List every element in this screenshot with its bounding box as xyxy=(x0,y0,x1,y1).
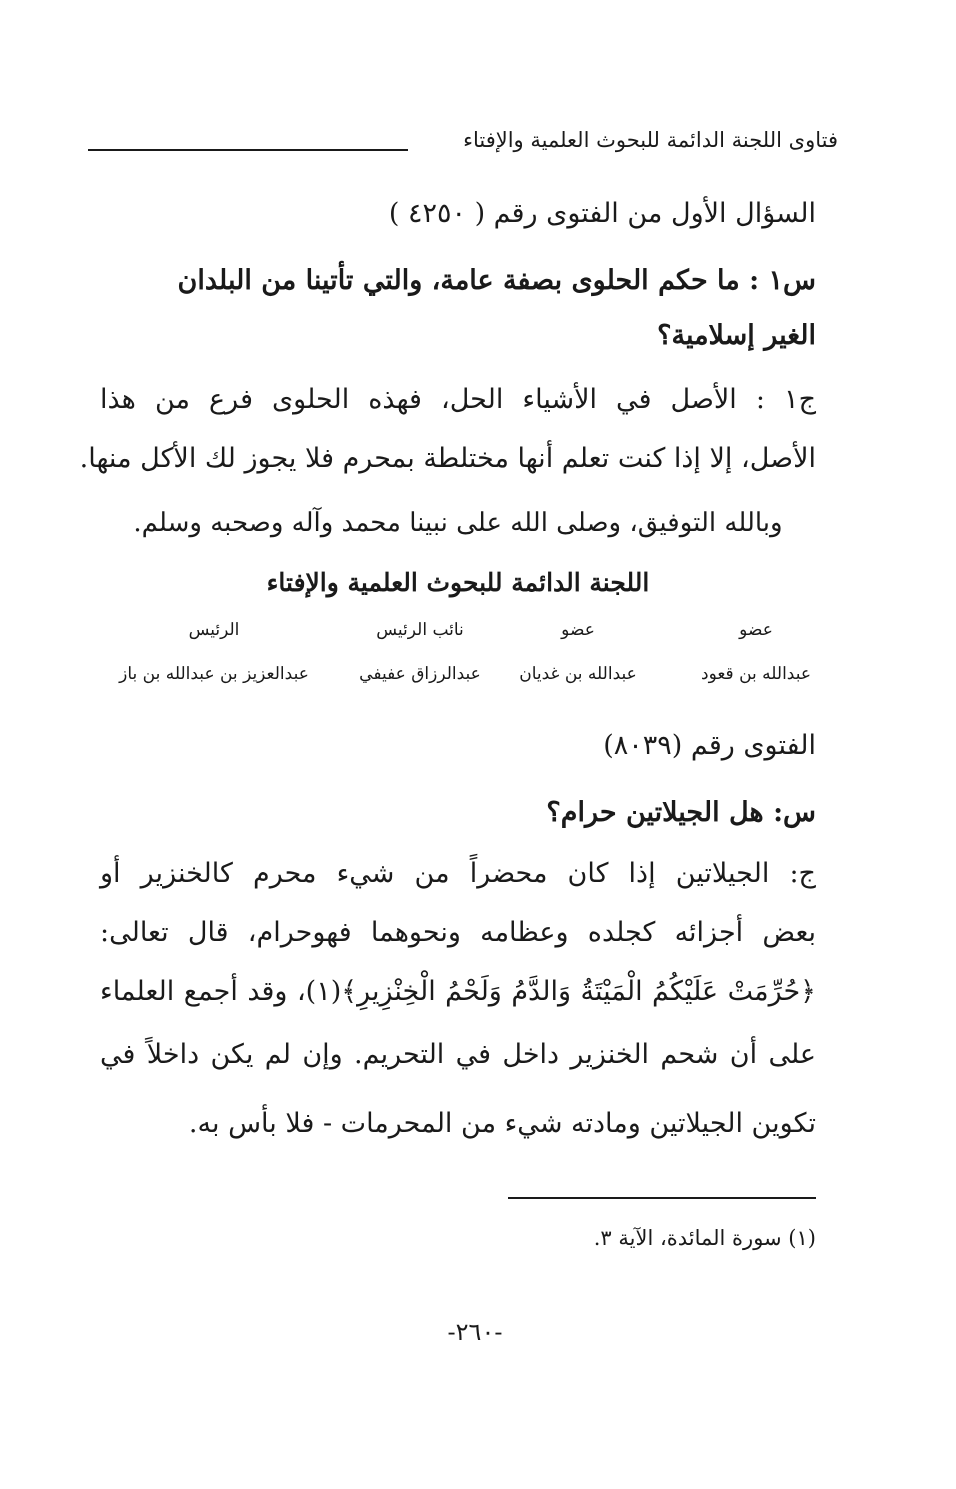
fatwa2-answer-line1: ج: الجيلاتين إذا كان محضراً من شيء محرم كالخنزير أو xyxy=(100,858,816,889)
fatwa1-answer-line2: الأصل، إلا إذا كنت تعلم أنها مختلطة بمحرم فلا يجوز لك الأكل منها. xyxy=(79,443,816,474)
signatory-4-name: عبدالعزيز بن عبدالله بن باز xyxy=(119,664,309,684)
fatwa2-answer-line3: ﴿حُرِّمَتْ عَلَيْكُمُ الْمَيْتَةُ وَالدَّمُ وَلَحْمُ الْخِنْزِيرِ﴾(١)، وقد أجمع العلماء xyxy=(100,976,816,1007)
fatwa2-question: س: هل الجيلاتين حرام؟ xyxy=(546,797,816,828)
running-header-title: فتاوى اللجنة الدائمة للبحوث العلمية والإفتاء xyxy=(463,128,838,152)
page-number: -٢٦٠- xyxy=(447,1318,503,1346)
footnote: (١) سورة المائدة، الآية ٣. xyxy=(593,1226,816,1250)
fatwa2-answer-line4: على أن شحم الخنزير داخل في التحريم. وإن لم يكن داخلاً في xyxy=(100,1039,816,1070)
signatory-3-title: نائب الرئيس xyxy=(376,620,464,640)
signatory-1-name: عبدالله بن قعود xyxy=(700,664,812,684)
footnote-rule xyxy=(508,1197,816,1199)
signatory-1-title: عضو xyxy=(739,620,773,640)
signatory-4-title: الرئيس xyxy=(188,620,240,640)
signatory-2-name: عبدالله بن غديان xyxy=(519,664,637,684)
fatwa1-question-line1: س١ : ما حكم الحلوى بصفة عامة، والتي تأتينا من البلدان xyxy=(177,265,816,296)
fatwa2-answer-line5: تكوين الجيلاتين ومادته شيء من المحرمات - فلا بأس به. xyxy=(188,1108,816,1139)
committee-name: اللجنة الدائمة للبحوث العلمية والإفتاء xyxy=(266,568,650,597)
fatwa2-heading: الفتوى رقم (٨٠٣٩) xyxy=(603,730,816,761)
fatwa1-answer-line1: ج١ : الأصل في الأشياء الحل، فهذه الحلوى فرع من هذا xyxy=(100,384,816,415)
header-rule xyxy=(88,149,408,151)
signatory-3-name: عبدالرزاق عفيفي xyxy=(359,664,481,684)
running-header xyxy=(82,128,838,168)
fatwa1-question-line2: الغير إسلامية؟ xyxy=(657,320,816,351)
fatwa1-heading: السؤال الأول من الفتوى رقم ( ٤٢٥٠ ) xyxy=(388,198,816,229)
fatwa1-closing: وبالله التوفيق، وصلى الله على نبينا محمد وآله وصحبه وسلم. xyxy=(133,508,783,538)
signatory-2-title: عضو xyxy=(561,620,595,640)
fatwa2-answer-line2: بعض أجزائه كجلده وعظامه ونحوهما فهوحرام، قال تعالى: xyxy=(100,917,816,948)
